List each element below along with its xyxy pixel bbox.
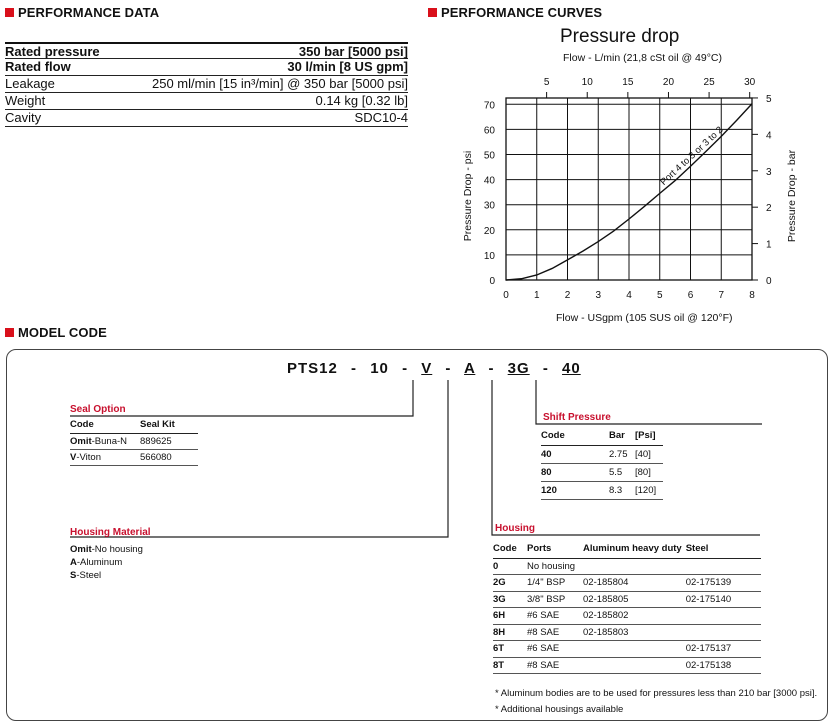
housing-aluminum: 02-185804 [583, 577, 629, 589]
housing-note-aluminum: * Aluminum bodies are to be used for pressures less than 210 bar [3000 psi]. [495, 688, 818, 699]
perf-label: Rated flow [5, 59, 71, 74]
model-code-part-housing: 3G [507, 360, 530, 377]
y-tick-label: 20 [483, 225, 495, 237]
housing-steel: 02-175138 [685, 659, 732, 671]
seal-code-cell [70, 433, 140, 449]
housing-code: 2G [493, 577, 506, 589]
housing-code: 0 [493, 560, 499, 572]
material-desc: -Steel [76, 570, 102, 581]
table-row [493, 608, 761, 625]
material-code: Omit [70, 544, 92, 555]
y-tick-label: 70 [483, 100, 495, 112]
material-desc: -Aluminum [76, 557, 123, 568]
model-code-part-seal: V [421, 360, 433, 377]
top-tick-label: 10 [581, 77, 593, 88]
right-tick-label: 0 [766, 276, 772, 287]
pressure-code: 120 [541, 484, 557, 496]
series-label: Port 4 to 3 or 3 to 2 [658, 124, 726, 188]
performance-data-heading: PERFORMANCE DATA [5, 5, 159, 20]
list-item [70, 556, 143, 569]
pressure-bar: 5.5 [609, 466, 623, 478]
housing-ports: #6 SAE [527, 643, 560, 655]
table-row [541, 463, 663, 481]
housing-header-ports: Ports [527, 543, 552, 555]
list-item [70, 569, 143, 582]
housing-ports: #8 SAE [527, 626, 560, 638]
y-tick-label: 30 [483, 200, 495, 212]
model-code-prefix: PTS12 [287, 360, 338, 377]
housing-aluminum: 02-185803 [583, 626, 629, 638]
housing-steel [686, 624, 761, 641]
seal-header-code: Code [70, 419, 94, 431]
y-tick-label: 60 [483, 125, 495, 137]
perf-value: 30 l/min [8 US gpm] [287, 59, 408, 74]
shift-pressure-table [541, 427, 663, 500]
list-item [70, 543, 143, 556]
housing-ports: No housing [527, 560, 576, 572]
x-tick-label: 7 [718, 290, 725, 301]
housing-steel: 02-175137 [685, 643, 732, 655]
model-code-dash: - [542, 360, 549, 377]
perf-value: SDC10-4 [354, 110, 408, 125]
seal-desc: -Viton [76, 451, 101, 463]
housing-title: Housing [495, 523, 535, 534]
top-tick-label: 30 [744, 77, 756, 88]
table-row [541, 481, 663, 499]
pressure-bar: 8.3 [609, 484, 623, 496]
chart-x-axis-label: Flow - USgpm (105 SUS oil @ 120°F) [556, 312, 733, 324]
performance-curves-heading: PERFORMANCE CURVES [428, 5, 602, 20]
chart-y-axis-label: Pressure Drop - psi [462, 150, 474, 242]
housing-aluminum: 02-185802 [583, 610, 629, 622]
material-code: A [70, 557, 77, 568]
table-row [493, 591, 761, 608]
housing-header-code: Code [493, 543, 517, 555]
pressure-psi: [80] [635, 466, 651, 478]
top-tick-label: 5 [543, 77, 550, 88]
housing-code: 8T [493, 659, 505, 671]
chart-title: Pressure drop [560, 26, 680, 47]
seal-option-table [70, 417, 198, 466]
perf-label: Weight [5, 93, 46, 108]
housing-steel [686, 608, 761, 625]
seal-desc: -Buna-N [91, 435, 128, 447]
housing-table [493, 540, 761, 674]
pressure-code: 40 [541, 448, 552, 460]
x-tick-label: 4 [626, 290, 632, 301]
material-desc: -No housing [91, 544, 143, 555]
seal-kit: 566080 [140, 451, 172, 463]
table-row [70, 433, 198, 449]
shift-pressure-title: Shift Pressure [543, 412, 611, 423]
table-row [493, 558, 761, 575]
seal-code: Omit [70, 435, 92, 447]
housing-aluminum: 02-185805 [583, 593, 629, 605]
pressure-psi: [40] [635, 448, 651, 460]
model-code-part-pressure: 40 [562, 360, 581, 377]
housing-aluminum [583, 641, 686, 658]
perf-label: Leakage [5, 76, 55, 91]
housing-steel: 02-175139 [685, 577, 732, 589]
perf-label: Rated pressure [5, 44, 100, 59]
housing-steel [686, 558, 761, 575]
housing-ports: 1/4" BSP [527, 577, 566, 589]
top-tick-label: 15 [622, 77, 634, 88]
x-tick-label: 8 [749, 290, 755, 301]
table-row [493, 657, 761, 674]
housing-header-aluminum: Aluminum heavy duty [583, 543, 682, 555]
pressure-header-psi: [Psi] [635, 430, 656, 442]
top-tick-label: 25 [703, 77, 715, 88]
seal-header-kit: Seal Kit [140, 419, 175, 431]
pressure-bar: 2.75 [609, 448, 628, 460]
y-tick-label: 40 [483, 175, 495, 187]
housing-header-steel: Steel [685, 543, 709, 555]
x-tick-label: 3 [595, 290, 602, 301]
y-tick-label: 50 [483, 150, 495, 162]
y-tick-label: 0 [489, 276, 495, 287]
housing-material-title: Housing Material [70, 527, 151, 538]
top-tick-label: 20 [662, 77, 675, 88]
model-code-part-material: A [464, 360, 476, 377]
perf-label: Cavity [5, 110, 42, 125]
chart-right-axis-label: Pressure Drop - bar [786, 149, 798, 243]
seal-code: V [70, 451, 77, 463]
housing-note-additional: * Additional housings available [495, 704, 624, 715]
housing-ports: #6 SAE [527, 610, 560, 622]
right-tick-label: 5 [766, 93, 772, 105]
right-tick-label: 1 [766, 239, 772, 251]
pressure-header-code: Code [541, 430, 565, 442]
perf-value: 350 bar [5000 psi] [298, 44, 408, 59]
housing-ports: #8 SAE [527, 659, 560, 671]
housing-code: 6T [493, 643, 505, 655]
x-tick-label: 5 [656, 290, 663, 301]
pressure-header-bar: Bar [609, 430, 625, 442]
model-code-dash: - [488, 360, 495, 377]
housing-code: 3G [493, 593, 506, 605]
housing-code: 6H [493, 610, 506, 622]
model-code-dash: - [445, 360, 452, 377]
housing-aluminum [583, 558, 686, 575]
table-row [493, 641, 761, 658]
right-tick-label: 2 [766, 203, 772, 215]
model-code-dash: - [351, 360, 358, 377]
material-code: S [70, 570, 77, 581]
x-tick-label: 1 [533, 290, 540, 301]
housing-ports: 3/8" BSP [527, 593, 566, 605]
seal-option-title: Seal Option [70, 404, 126, 415]
table-row [493, 575, 761, 592]
model-code-part-size: 10 [370, 360, 389, 377]
y-tick-label: 10 [483, 250, 495, 262]
right-tick-label: 3 [766, 166, 772, 178]
model-code-dash: - [402, 360, 409, 377]
perf-value: 250 ml/min [15 in³/min] @ 350 bar [5000 psi] [152, 76, 408, 91]
x-tick-label: 6 [687, 290, 694, 301]
housing-material-list [70, 543, 143, 582]
table-row [541, 445, 663, 463]
seal-kit: 889625 [140, 435, 172, 447]
housing-code: 8H [493, 626, 506, 638]
x-tick-label: 0 [503, 290, 509, 301]
pressure-psi: [120] [635, 484, 657, 496]
chart-top-axis-label: Flow - L/min (21,8 cSt oil @ 49°C) [563, 52, 722, 64]
housing-aluminum [583, 657, 686, 674]
housing-steel: 02-175140 [685, 593, 732, 605]
pressure-code: 80 [541, 466, 552, 478]
right-tick-label: 4 [766, 130, 772, 142]
model-code-heading: MODEL CODE [5, 325, 107, 340]
table-row [493, 624, 761, 641]
perf-value: 0.14 kg [0.32 lb] [315, 93, 408, 108]
seal-code-cell [70, 449, 140, 465]
table-row [70, 449, 198, 465]
x-tick-label: 2 [564, 290, 571, 301]
